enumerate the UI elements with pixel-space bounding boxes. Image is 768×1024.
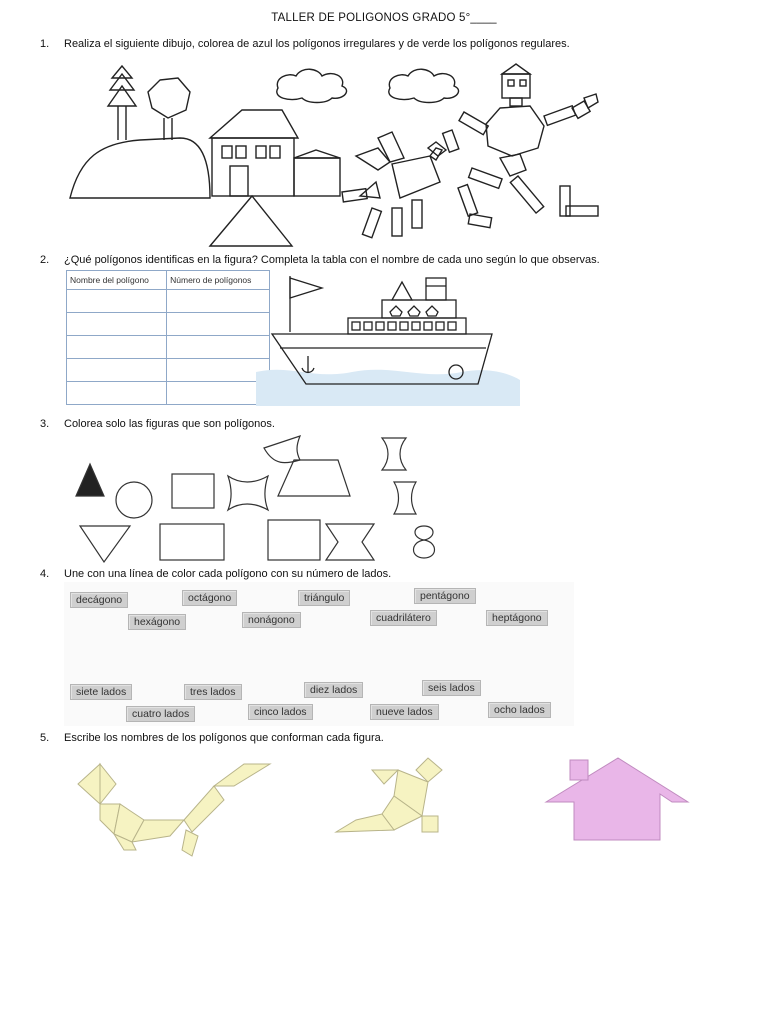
shape-sector <box>264 436 300 463</box>
side-count-label[interactable]: siete lados <box>70 684 132 700</box>
polygon-table <box>66 270 270 405</box>
shape-rectangle <box>160 524 224 560</box>
shape-inverted-triangle <box>80 526 130 562</box>
table-header-name: Nombre del polígono <box>67 271 167 290</box>
side-count-label[interactable]: cuatro lados <box>126 706 195 722</box>
shape-triangle-filled <box>76 464 104 496</box>
question-1-number: 1. <box>40 38 50 50</box>
table-cell[interactable] <box>67 382 167 405</box>
shape-eight <box>414 526 435 558</box>
side-count-label[interactable]: nueve lados <box>370 704 439 720</box>
shape-square-2 <box>268 520 320 560</box>
table-row[interactable] <box>67 382 270 405</box>
side-count-label[interactable]: seis lados <box>422 680 481 696</box>
table-header-row <box>67 271 270 290</box>
tangram-fox <box>74 760 274 860</box>
polygon-name-label[interactable]: octágono <box>182 590 237 606</box>
question-2-number: 2. <box>40 254 50 266</box>
tangram-person <box>332 756 462 838</box>
shape-hourglass <box>326 524 374 560</box>
polygon-name-label[interactable]: pentágono <box>414 588 476 604</box>
polygon-name-label[interactable]: heptágono <box>486 610 548 626</box>
polygon-name-label[interactable]: decágono <box>70 592 128 608</box>
side-count-label[interactable]: ocho lados <box>488 702 551 718</box>
question-3-text: Colorea solo las figuras que son polígonos. <box>64 418 275 430</box>
side-count-label[interactable]: tres lados <box>184 684 242 700</box>
table-header-count: Número de polígonos <box>167 271 270 290</box>
side-count-label[interactable]: diez lados <box>304 682 363 698</box>
cloud-left <box>277 69 347 102</box>
question-2-text: ¿Qué polígonos identificas en la figura? Completa la tabla con el nombre de cada uno según lo que observas. <box>64 254 600 266</box>
question-4-number: 4. <box>40 568 50 580</box>
question-1-text: Realiza el siguiente dibujo, colorea de azul los polígonos irregulares y de verde los polígonos regulares. <box>64 38 570 50</box>
table-cell[interactable] <box>67 290 167 313</box>
boat-drawing <box>252 268 524 408</box>
worksheet-title: TALLER DE POLIGONOS GRADO 5°____ <box>271 12 497 24</box>
cloud-right <box>389 69 459 102</box>
side-count-label[interactable]: cinco lados <box>248 704 313 720</box>
question-3-number: 3. <box>40 418 50 430</box>
dog <box>342 132 442 238</box>
shape-square <box>172 474 214 508</box>
polygon-name-label[interactable]: cuadrilátero <box>370 610 437 626</box>
table-row[interactable] <box>67 290 270 313</box>
triangle-ground <box>210 196 292 246</box>
tree-round <box>148 78 190 140</box>
shape-trapezoid <box>278 460 350 496</box>
question-4 <box>40 568 391 580</box>
question-2 <box>40 254 600 266</box>
shape-curved-rect <box>382 438 406 470</box>
house <box>210 110 340 196</box>
shape-curved-rect-2 <box>394 482 416 514</box>
polygon-name-label[interactable]: triángulo <box>298 590 350 606</box>
table-row[interactable] <box>67 359 270 382</box>
table-row[interactable] <box>67 313 270 336</box>
hill <box>70 138 210 198</box>
question-1 <box>40 38 570 50</box>
shape-circle <box>116 482 152 518</box>
polygon-name-label[interactable]: hexágono <box>128 614 186 630</box>
question-3 <box>40 418 275 430</box>
drawing-scene <box>60 58 620 248</box>
question-5-text: Escribe los nombres de los polígonos que conforman cada figura. <box>64 732 384 744</box>
shape-concave-bowtie <box>228 476 268 510</box>
question-5 <box>40 732 384 744</box>
shapes-set <box>64 430 444 570</box>
polygon-name-label[interactable]: nonágono <box>242 612 301 628</box>
table-row[interactable] <box>67 336 270 359</box>
question-5-number: 5. <box>40 732 50 744</box>
robot <box>428 64 598 228</box>
table-cell[interactable] <box>67 313 167 336</box>
question-4-text: Une con una línea de color cada polígono con su número de lados. <box>64 568 392 580</box>
boat-chimney <box>426 278 446 300</box>
flag-icon <box>290 276 322 332</box>
table-cell[interactable] <box>67 336 167 359</box>
anchor-icon <box>302 356 314 373</box>
tangram-house <box>544 756 690 842</box>
table-cell[interactable] <box>67 359 167 382</box>
tree-pine <box>108 66 136 140</box>
